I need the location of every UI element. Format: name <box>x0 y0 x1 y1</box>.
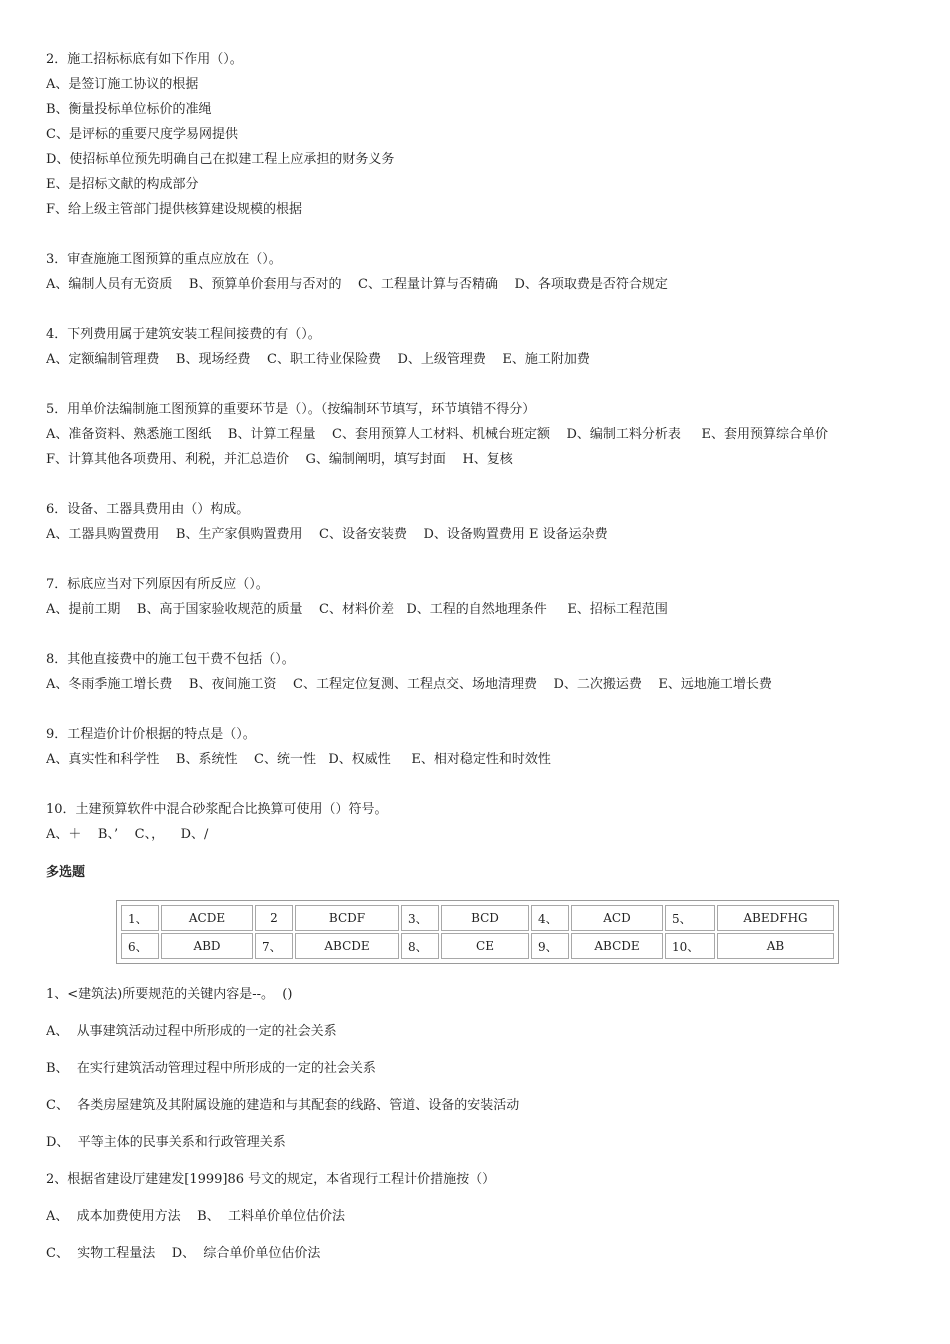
answer-table <box>119 903 836 961</box>
answer-number-cell: 3、 <box>401 905 439 931</box>
answer-number-cell: 1、 <box>121 905 159 931</box>
option-line: D、 平等主体的民事关系和行政管理关系 <box>46 1135 286 1150</box>
second-question-block <box>46 976 906 1272</box>
question-stem: 2、根据省建设厅建建发[1999]86 号文的规定，本省现行工程计价措施按（） <box>46 1172 496 1187</box>
question-stem: 2．施工招标标底有如下作用（）。 <box>46 52 243 67</box>
option-line: A、＋ B、’ C、， D、/ <box>46 827 209 842</box>
answer-number-cell: 5、 <box>665 905 715 931</box>
question-3 <box>46 247 906 297</box>
option-line: C、 各类房屋建筑及其附属设施的建造和与其配套的线路、管道、设备的安装活动 <box>46 1098 520 1113</box>
question-5 <box>46 397 906 472</box>
option-line: A、定额编制管理费 B、现场经费 C、职工待业保险费 D、上级管理费 E、施工附加费 <box>46 352 590 367</box>
option-line: A、 成本加费使用方法 B、 工料单价单位估价法 <box>46 1209 346 1224</box>
question-7 <box>46 572 906 622</box>
question-stem: 4．下列费用属于建筑安装工程间接费的有（）。 <box>46 327 321 342</box>
answer-value-cell: AB <box>717 933 834 959</box>
question-4 <box>46 322 906 372</box>
answer-value-cell: ACD <box>571 905 663 931</box>
answer-value-cell: CE <box>441 933 529 959</box>
answer-number-cell: 7、 <box>255 933 293 959</box>
question-stem: 1、<建筑法)所要规范的关键内容是--。 () <box>46 987 293 1002</box>
option-line: C、 实物工程量法 D、 综合单价单位估价法 <box>46 1246 321 1261</box>
section-heading: 多选题 <box>46 865 86 880</box>
answer-value-cell: ABCDE <box>295 933 399 959</box>
option-line: A、提前工期 B、高于国家验收规范的质量 C、材料价差 D、工程的自然地理条件 E、招标工程范围 <box>46 602 668 617</box>
option-line: D、使招标单位预先明确自己在拟建工程上应承担的财务义务 <box>46 152 395 167</box>
answer-number-cell: 9、 <box>531 933 569 959</box>
answer-number-cell: 4、 <box>531 905 569 931</box>
option-line: A、冬雨季施工增长费 B、夜间施工资 C、工程定位复测、工程点交、场地清理费 D、二次搬运费 E、远地施工增长费 <box>46 677 772 692</box>
option-line: A、真实性和科学性 B、系统性 C、统一性 D、权威性 E、相对稳定性和时效性 <box>46 752 551 767</box>
question-stem: 7．标底应当对下列原因有所反应（）。 <box>46 577 269 592</box>
option-line: C、是评标的重要尺度学易网提供 <box>46 127 238 142</box>
option-line: A、是签订施工协议的根据 <box>46 77 199 92</box>
answer-value-cell: ABCDE <box>571 933 663 959</box>
question-2 <box>46 47 906 222</box>
question-stem: 5．用单价法编制施工图预算的重要环节是（）。（按编制环节填写，环节填错不得分） <box>46 402 536 417</box>
question-stem: 8．其他直接费中的施工包干费不包括（）。 <box>46 652 295 667</box>
answer-number-cell: 10、 <box>665 933 715 959</box>
question-stem: 9．工程造价计价根据的特点是（）。 <box>46 727 256 742</box>
answer-value-cell: BCD <box>441 905 529 931</box>
answer-table-frame <box>116 900 839 964</box>
option-line: A、工器具购置费用 B、生产家俱购置费用 C、设备安装费 D、设备购置费用 E 设备运杂费 <box>46 527 608 542</box>
question-8 <box>46 647 906 697</box>
option-line: A、编制人员有无资质 B、预算单价套用与否对的 C、工程量计算与否精确 D、各项取费是否符合规定 <box>46 277 668 292</box>
answer-value-cell: ACDE <box>161 905 253 931</box>
option-line: A、准备资料、熟悉施工图纸 B、计算工程量 C、套用预算人工材料、机械台班定额 D、编制工料分析表 E、套用预算综合单价 <box>46 427 829 442</box>
option-line: F、计算其他各项费用、利税，并汇总造价 G、编制阐明，填写封面 H、复核 <box>46 452 513 467</box>
question-stem: 6．设备、工器具费用由（）构成。 <box>46 502 250 517</box>
question-stem: 3．审查施施工图预算的重点应放在（）。 <box>46 252 282 267</box>
option-line: F、给上级主管部门提供核算建设规模的根据 <box>46 202 303 217</box>
answer-value-cell: BCDF <box>295 905 399 931</box>
question-9 <box>46 722 906 772</box>
document-page <box>46 47 906 1272</box>
table-row <box>121 933 834 959</box>
answer-number-cell: 2 <box>255 905 293 931</box>
question-stem: 10．土建预算软件中混合砂浆配合比换算可使用（）符号。 <box>46 802 388 817</box>
table-row <box>121 905 834 931</box>
answer-value-cell: ABEDFHG <box>717 905 834 931</box>
option-line: A、 从事建筑活动过程中所形成的一定的社会关系 <box>46 1024 337 1039</box>
answer-value-cell: ABD <box>161 933 253 959</box>
question-6 <box>46 497 906 547</box>
option-line: E、是招标文献的构成部分 <box>46 177 199 192</box>
option-line: B、 在实行建筑活动管理过程中所形成的一定的社会关系 <box>46 1061 376 1076</box>
answer-number-cell: 6、 <box>121 933 159 959</box>
option-line: B、衡量投标单位标价的准绳 <box>46 102 212 117</box>
question-10 <box>46 797 906 847</box>
answer-number-cell: 8、 <box>401 933 439 959</box>
